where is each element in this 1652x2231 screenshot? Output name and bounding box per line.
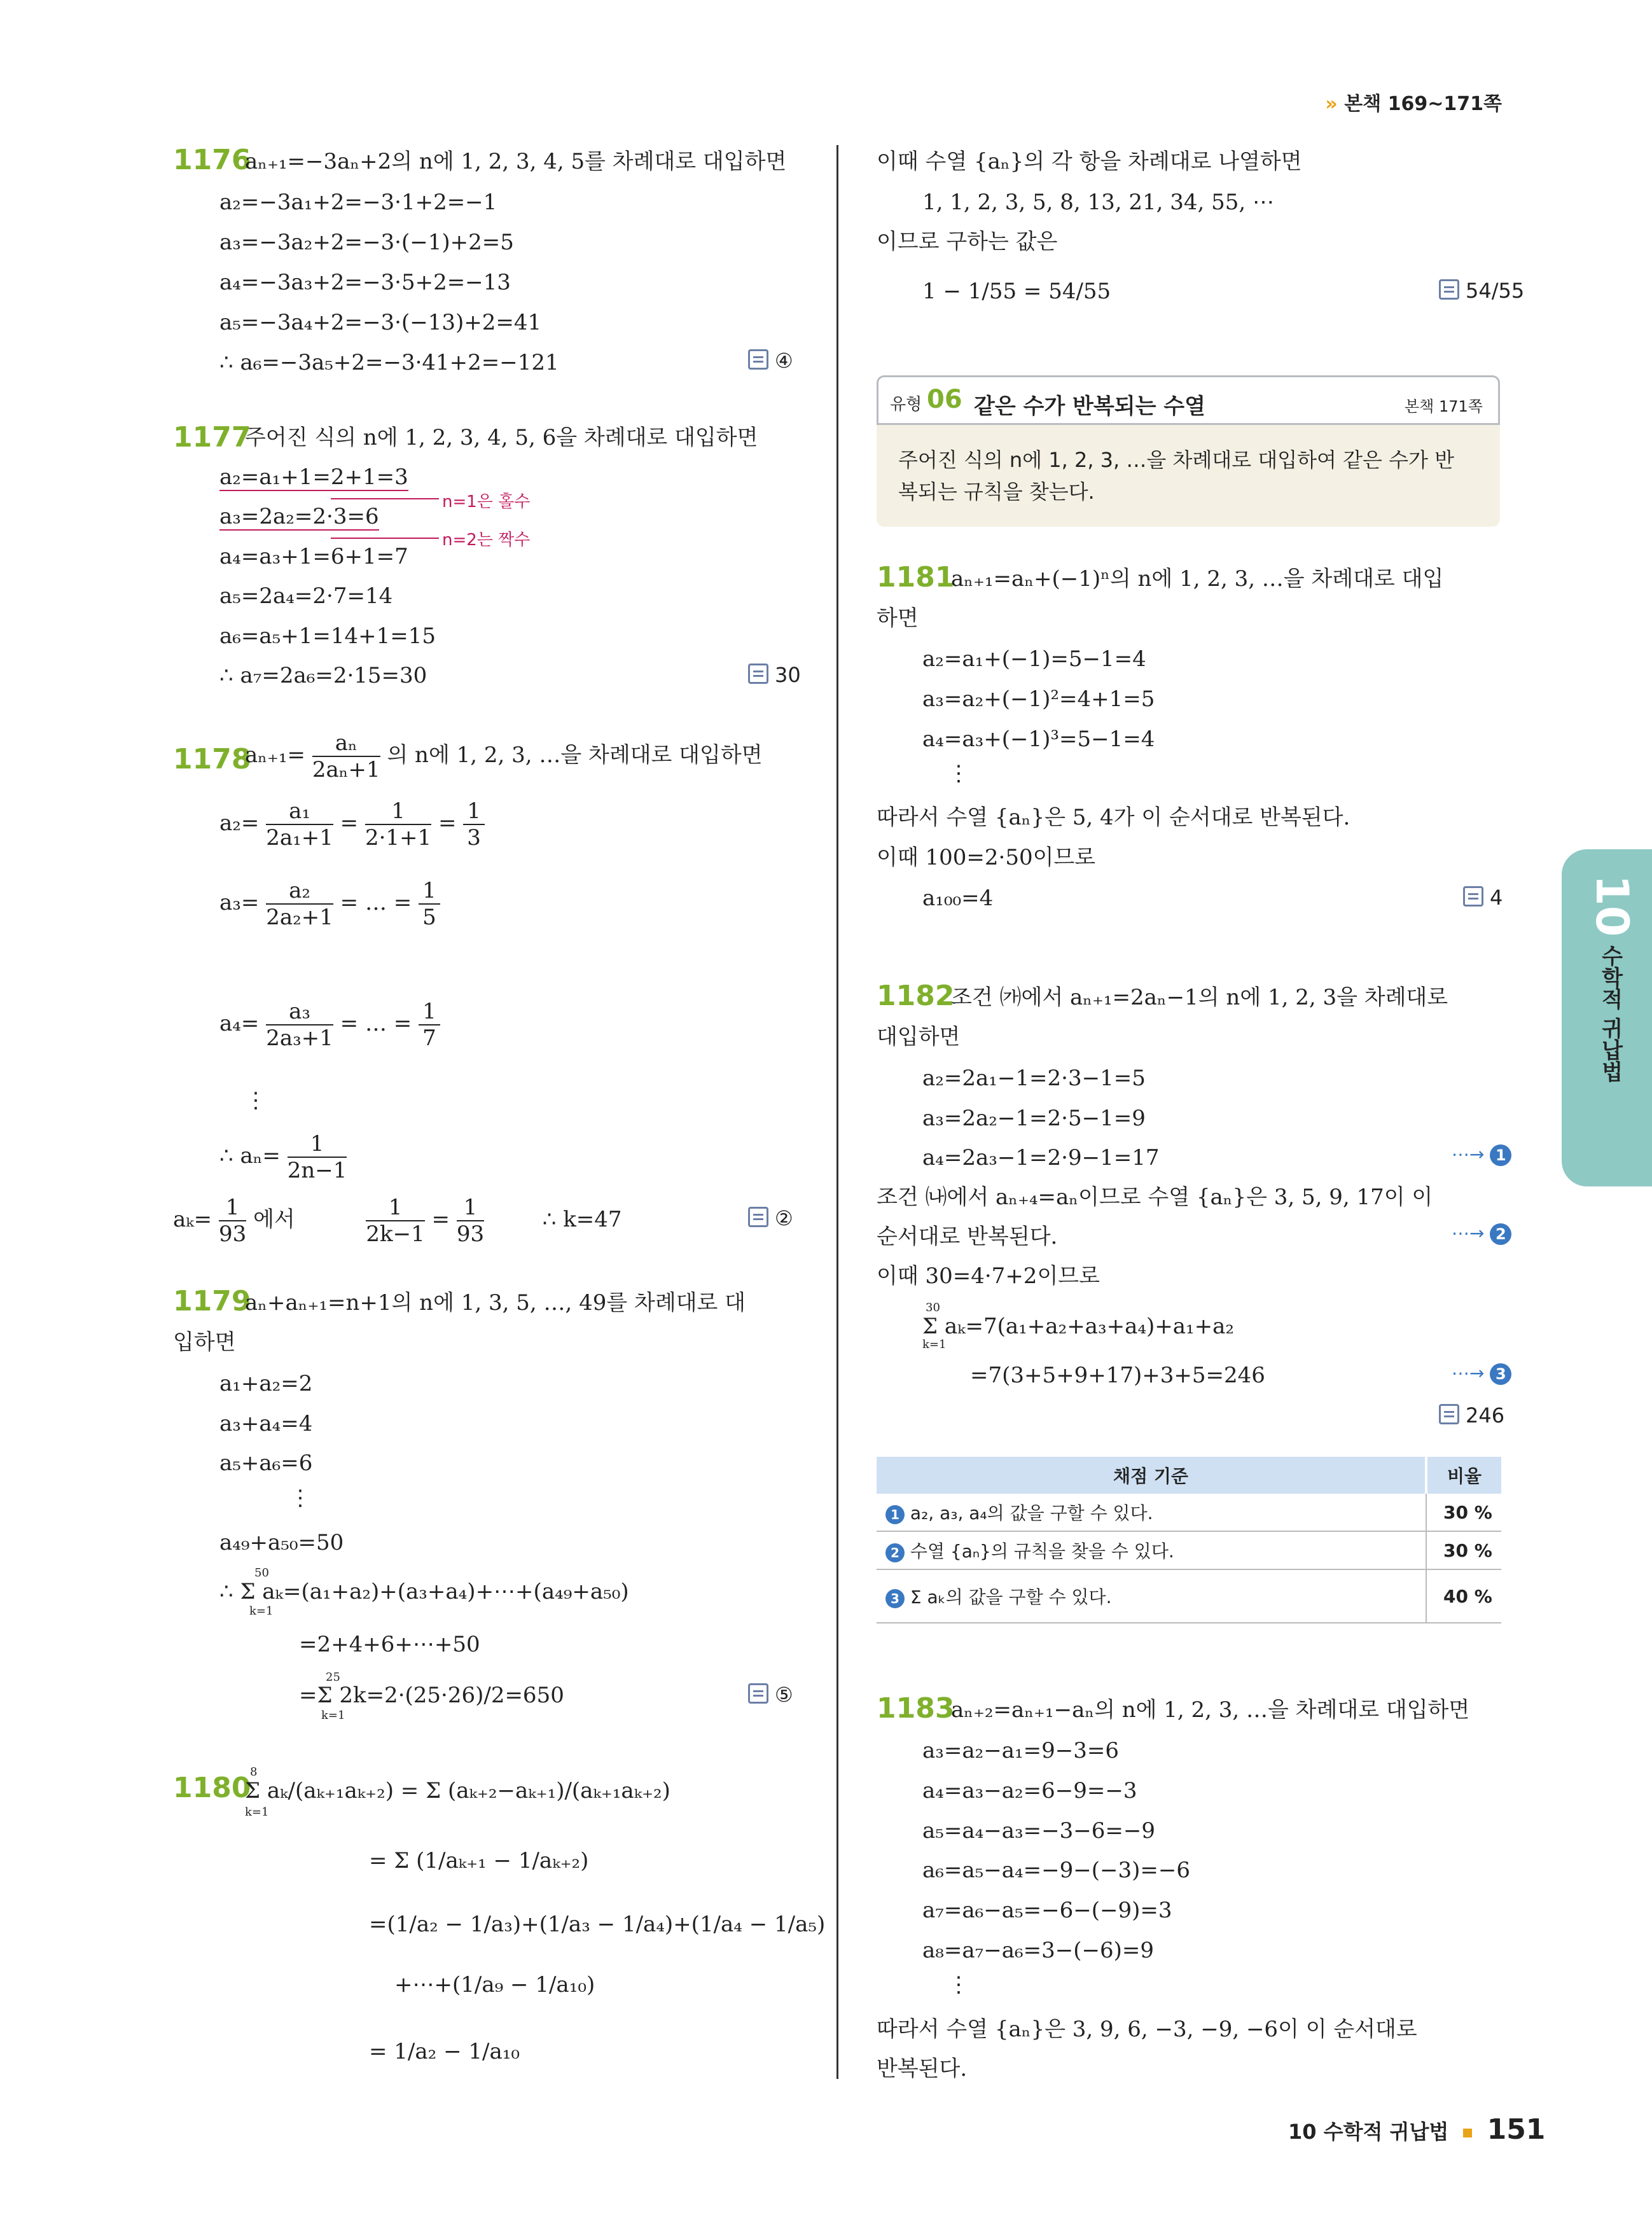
p1180-line-1: Σ aₖ/(aₖ₊₁aₖ₊₂) = Σ (aₖ₊₂−aₖ₊₁)/(aₖ₊₁aₖ₊₂) xyxy=(245,1778,670,1804)
type-title: 같은 수가 반복되는 수열 xyxy=(974,394,1205,419)
p1179-sum-2: =2+4+6+⋯+50 xyxy=(299,1632,480,1657)
p1179-intro-2: 입하면 xyxy=(173,1330,236,1355)
type-ref: 본책 171쪽 xyxy=(1405,398,1483,415)
criteria-text: Σ aₖ의 값을 구할 수 있다. xyxy=(910,1587,1112,1608)
type-label: 유형 xyxy=(890,395,922,414)
p1178-ak: aₖ= $\frac{1}{93}$ 에서 $\frac{1}{2k-1}$ = $\frac{1}{93}$ ∴ k=47 xyxy=(173,1195,622,1247)
chapter-side-tab xyxy=(1562,849,1652,1186)
p1183-intro: aₙ₊₂=aₙ₊₁−aₙ의 n에 1, 2, 3, …을 차례대로 대입하면 xyxy=(951,1697,1470,1723)
p1178-a2: a₂= $\frac{\text{a₁}}{\text{2a₁+1}}$ = $\frac{1}{2\cdot 1+1}$ = $\frac{1}{3}$ xyxy=(219,798,485,851)
scoring-table xyxy=(877,1457,1501,1623)
p1182-cond-2: 순서대로 반복된다. xyxy=(877,1224,1058,1249)
p1177-line-3: a₄=a₃+1=6+1=7 xyxy=(219,544,408,569)
type-number: 06 xyxy=(927,385,962,414)
rt-line-1: 이때 수열 {aₙ}의 각 항을 차례대로 나열하면 xyxy=(877,149,1302,174)
answer-icon xyxy=(748,1207,768,1227)
p1179-vdots: ⋮ xyxy=(289,1485,311,1511)
p1183-line-2: a₄=a₃−a₂=6−9=−3 xyxy=(922,1778,1137,1804)
table-row xyxy=(877,1569,1501,1623)
p1176-line-4: a₅=−3a₄+2=−3·(−13)+2=41 xyxy=(219,310,542,335)
p1183-line-5: a₇=a₆−a₅=−6−(−9)=3 xyxy=(922,1898,1172,1923)
rt-answer: 54/55 xyxy=(1439,279,1524,303)
answer-icon xyxy=(1463,886,1483,907)
p1183-line-3: a₅=a₄−a₃=−3−6=−9 xyxy=(922,1818,1156,1844)
p1179-sum-3: =Σ 2k=2·(25·26)/2=650 xyxy=(299,1683,564,1708)
p1181-concl-1: 따라서 수열 {aₙ}은 5, 4가 이 순서대로 반복된다. xyxy=(877,805,1350,830)
p1179-intro-1: aₙ+aₙ₊₁=n+1의 n에 1, 3, 5, …, 49를 차례대로 대 xyxy=(245,1290,746,1316)
problem-number-1181: 1181 xyxy=(877,561,955,594)
footer-chapter: 10 수학적 귀납법 xyxy=(1288,2120,1449,2144)
answer-icon xyxy=(1439,279,1459,300)
p1181-concl-2: 이때 100=2·50이므로 xyxy=(877,845,1096,870)
rt-line-2: 1, 1, 2, 3, 5, 8, 13, 21, 34, 55, ⋯ xyxy=(922,190,1274,215)
p1181-concl-3: a₁₀₀=4 xyxy=(922,886,994,911)
problem-number-1178: 1178 xyxy=(173,743,251,775)
p1178-a3: a₃= $\frac{\text{a₂}}{\text{2a₂+1}}$ = … = $\frac{1}{5}$ xyxy=(219,878,440,930)
type-desc-1: 주어진 식의 n에 1, 2, 3, …을 차례대로 대입하여 같은 수가 반 xyxy=(898,448,1455,472)
chapter-tab-number: 10 xyxy=(1586,875,1638,937)
p1176-line-2: a₃=−3a₂+2=−3·(−1)+2=5 xyxy=(219,230,514,255)
type-box xyxy=(877,375,1500,528)
type-box-header xyxy=(877,375,1500,425)
p1182-sum-top: 30 xyxy=(926,1301,940,1314)
p1179-sum-1: ∴ Σ aₖ=(a₁+a₂)+(a₃+a₄)+⋯+(a₄₉+a₅₀) xyxy=(219,1579,629,1604)
scoring-table-header xyxy=(877,1457,1501,1494)
p1183-line-4: a₆=a₅−a₄=−9−(−3)=−6 xyxy=(922,1858,1191,1883)
column-divider xyxy=(836,145,838,2079)
problem-number-1179: 1179 xyxy=(173,1285,251,1317)
problem-number-1182: 1182 xyxy=(877,980,955,1012)
problem-number-1180: 1180 xyxy=(173,1772,251,1804)
problem-number-1176: 1176 xyxy=(173,144,251,176)
p1181-intro-2: 하면 xyxy=(877,606,919,631)
criteria-text: a₂, a₃, a₄의 값을 구할 수 있다. xyxy=(910,1503,1153,1524)
p1178-answer: ② xyxy=(748,1206,793,1230)
p1179-line-3: a₅+a₆=6 xyxy=(219,1450,313,1476)
answer-icon xyxy=(748,349,768,370)
p1183-concl-1: 따라서 수열 {aₙ}은 3, 9, 6, −3, −9, −6이 이 순서대로 xyxy=(877,2017,1417,2042)
p1182-line-2: a₃=2a₂−1=2·5−1=9 xyxy=(922,1106,1146,1131)
p1182-intro-2: 대입하면 xyxy=(877,1024,961,1050)
p1182-mark-2: ⋯→ 2 xyxy=(1452,1223,1511,1245)
p1183-line-1: a₃=a₂−a₁=9−3=6 xyxy=(922,1738,1120,1763)
page-footer xyxy=(1288,2113,1545,2146)
p1178-a4: a₄= $\frac{\text{a₃}}{\text{2a₃+1}}$ = … = $\frac{1}{7}$ xyxy=(219,999,440,1051)
p1182-intro-1: 조건 ㈎에서 aₙ₊₁=2aₙ−1의 n에 1, 2, 3을 차례대로 xyxy=(951,985,1448,1010)
p1179-sum-1-bot: k=1 xyxy=(249,1604,274,1618)
p1181-vdots: ⋮ xyxy=(948,761,969,786)
p1177-line-2: a₃=2a₂=2·3=6 xyxy=(219,504,379,529)
p1179-line-2: a₃+a₄=4 xyxy=(219,1411,313,1436)
p1177-intro: 주어진 식의 n에 1, 2, 3, 4, 5, 6을 차례대로 대입하면 xyxy=(245,425,758,450)
criteria-mark-icon: 2 xyxy=(885,1543,905,1562)
problem-number-1183: 1183 xyxy=(877,1692,955,1725)
p1182-cond-1: 조건 ㈏에서 aₙ₊₄=aₙ이므로 수열 {aₙ}은 3, 5, 9, 17이 이 xyxy=(877,1185,1433,1210)
rt-line-3: 이므로 구하는 값은 xyxy=(877,229,1058,254)
type-box-body xyxy=(877,425,1500,527)
p1182-answer: 246 xyxy=(1439,1403,1504,1428)
p1177-line-6: ∴ a₇=2a₆=2·15=30 xyxy=(219,663,427,688)
p1177-line-4: a₅=2a₄=2·7=14 xyxy=(219,583,393,609)
p1182-cond-3: 이때 30=4·7+2이므로 xyxy=(877,1263,1100,1289)
p1180-line-5: = 1/a₂ − 1/a₁₀ xyxy=(369,2039,520,2064)
p1177-answer: 30 xyxy=(748,663,801,687)
p1178-vdots: ⋮ xyxy=(245,1088,267,1113)
answer-icon xyxy=(748,1683,768,1704)
p1181-answer: 4 xyxy=(1463,886,1503,910)
problem-number-1177: 1177 xyxy=(173,421,251,454)
p1183-concl-2: 반복된다. xyxy=(877,2056,968,2082)
p1179-sum-3-bot: k=1 xyxy=(321,1709,345,1722)
p1176-answer: ④ xyxy=(748,349,793,373)
p1182-line-3: a₄=2a₃−1=2·9−1=17 xyxy=(922,1145,1160,1171)
scoring-header-ratio: 비율 xyxy=(1426,1457,1501,1494)
p1176-line-5: ∴ a₆=−3a₅+2=−3·41+2=−121 xyxy=(219,350,559,375)
criteria-ratio: 40 % xyxy=(1426,1569,1501,1623)
p1178-intro: aₙ₊₁= $\frac{\text{aₙ}}{\text{2aₙ+1}}$ 의 n에 1, 2, 3, …을 차례대로 대입하면 xyxy=(245,730,763,782)
p1182-sum-1: Σ aₖ=7(a₁+a₂+a₃+a₄)+a₁+a₂ xyxy=(922,1314,1235,1339)
p1179-line-1: a₁+a₂=2 xyxy=(219,1371,313,1396)
table-row xyxy=(877,1531,1501,1569)
criteria-mark-icon: 3 xyxy=(885,1589,905,1608)
criteria-mark-icon: 1 xyxy=(885,1505,905,1524)
table-row xyxy=(877,1494,1501,1531)
page-number: 151 xyxy=(1487,2113,1546,2146)
answer-icon xyxy=(1439,1404,1459,1424)
p1182-line-1: a₂=2a₁−1=2·3−1=5 xyxy=(922,1066,1146,1091)
page-header-ref: » 본책 169~171쪽 xyxy=(1325,93,1502,115)
p1182-sum-2: =7(3+5+9+17)+3+5=246 xyxy=(970,1363,1265,1388)
p1182-sum-bot: k=1 xyxy=(922,1338,947,1351)
p1181-line-2: a₃=a₂+(−1)²=4+1=5 xyxy=(922,686,1155,712)
p1176-intro: aₙ₊₁=−3aₙ+2의 n에 1, 2, 3, 4, 5를 차례대로 대입하면 xyxy=(245,149,787,174)
p1180-line-3: =(1/a₂ − 1/a₃)+(1/a₃ − 1/a₄)+(1/a₄ − 1/a₅) xyxy=(369,1912,826,1937)
p1179-last: a₄₉+a₅₀=50 xyxy=(219,1530,344,1555)
p1181-intro-1: aₙ₊₁=aₙ+(−1)ⁿ의 n에 1, 2, 3, …을 차례대로 대입 xyxy=(951,566,1444,592)
p1183-line-6: a₈=a₇−a₆=3−(−6)=9 xyxy=(922,1938,1155,1963)
p1177-note-even: n=2는 짝수 xyxy=(442,531,531,550)
answer-icon xyxy=(748,664,768,684)
criteria-ratio: 30 % xyxy=(1426,1494,1501,1531)
chapter-tab-label: 수학적 귀납법 xyxy=(1597,945,1623,1082)
criteria-text: 수열 {aₙ}의 규칙을 찾을 수 있다. xyxy=(910,1541,1174,1562)
p1176-line-3: a₄=−3a₃+2=−3·5+2=−13 xyxy=(219,270,511,295)
p1180-line-2: = Σ (1/aₖ₊₁ − 1/aₖ₊₂) xyxy=(369,1848,589,1873)
p1181-line-1: a₂=a₁+(−1)=5−1=4 xyxy=(922,646,1146,672)
criteria-ratio: 30 % xyxy=(1426,1531,1501,1569)
p1177-line-1: a₂=a₁+1=2+1=3 xyxy=(219,464,408,490)
p1182-mark-3: ⋯→ 3 xyxy=(1452,1363,1511,1385)
p1177-note-line-2 xyxy=(331,538,439,539)
p1177-line-5: a₆=a₅+1=14+1=15 xyxy=(219,623,436,649)
p1177-note-odd: n=1은 홀수 xyxy=(442,492,531,511)
p1180-sum-bot: k=1 xyxy=(245,1805,269,1819)
p1179-answer: ⑤ xyxy=(748,1683,793,1707)
scoring-header-criteria: 채점 기준 xyxy=(877,1457,1426,1494)
p1179-sum-3-top: 25 xyxy=(326,1671,340,1684)
p1176-line-1: a₂=−3a₁+2=−3·1+2=−1 xyxy=(219,190,497,215)
p1179-sum-1-top: 50 xyxy=(254,1566,269,1580)
p1182-mark-1: ⋯→ 1 xyxy=(1452,1144,1511,1166)
type-desc-2: 복되는 규칙을 찾는다. xyxy=(898,480,1095,504)
p1180-sum-top: 8 xyxy=(250,1765,258,1779)
p1183-vdots: ⋮ xyxy=(948,1972,969,1998)
p1180-line-4: +⋯+(1/a₉ − 1/a₁₀) xyxy=(394,1972,595,1998)
p1178-an: ∴ aₙ= $\frac{1}{2n-1}$ xyxy=(219,1131,347,1183)
p1181-line-3: a₄=a₃+(−1)³=5−1=4 xyxy=(922,726,1155,752)
rt-line-4: 1 − 1/55 = 54/55 xyxy=(922,279,1111,304)
p1177-note-line-1 xyxy=(331,498,439,499)
footer-square-icon xyxy=(1463,2129,1472,2137)
